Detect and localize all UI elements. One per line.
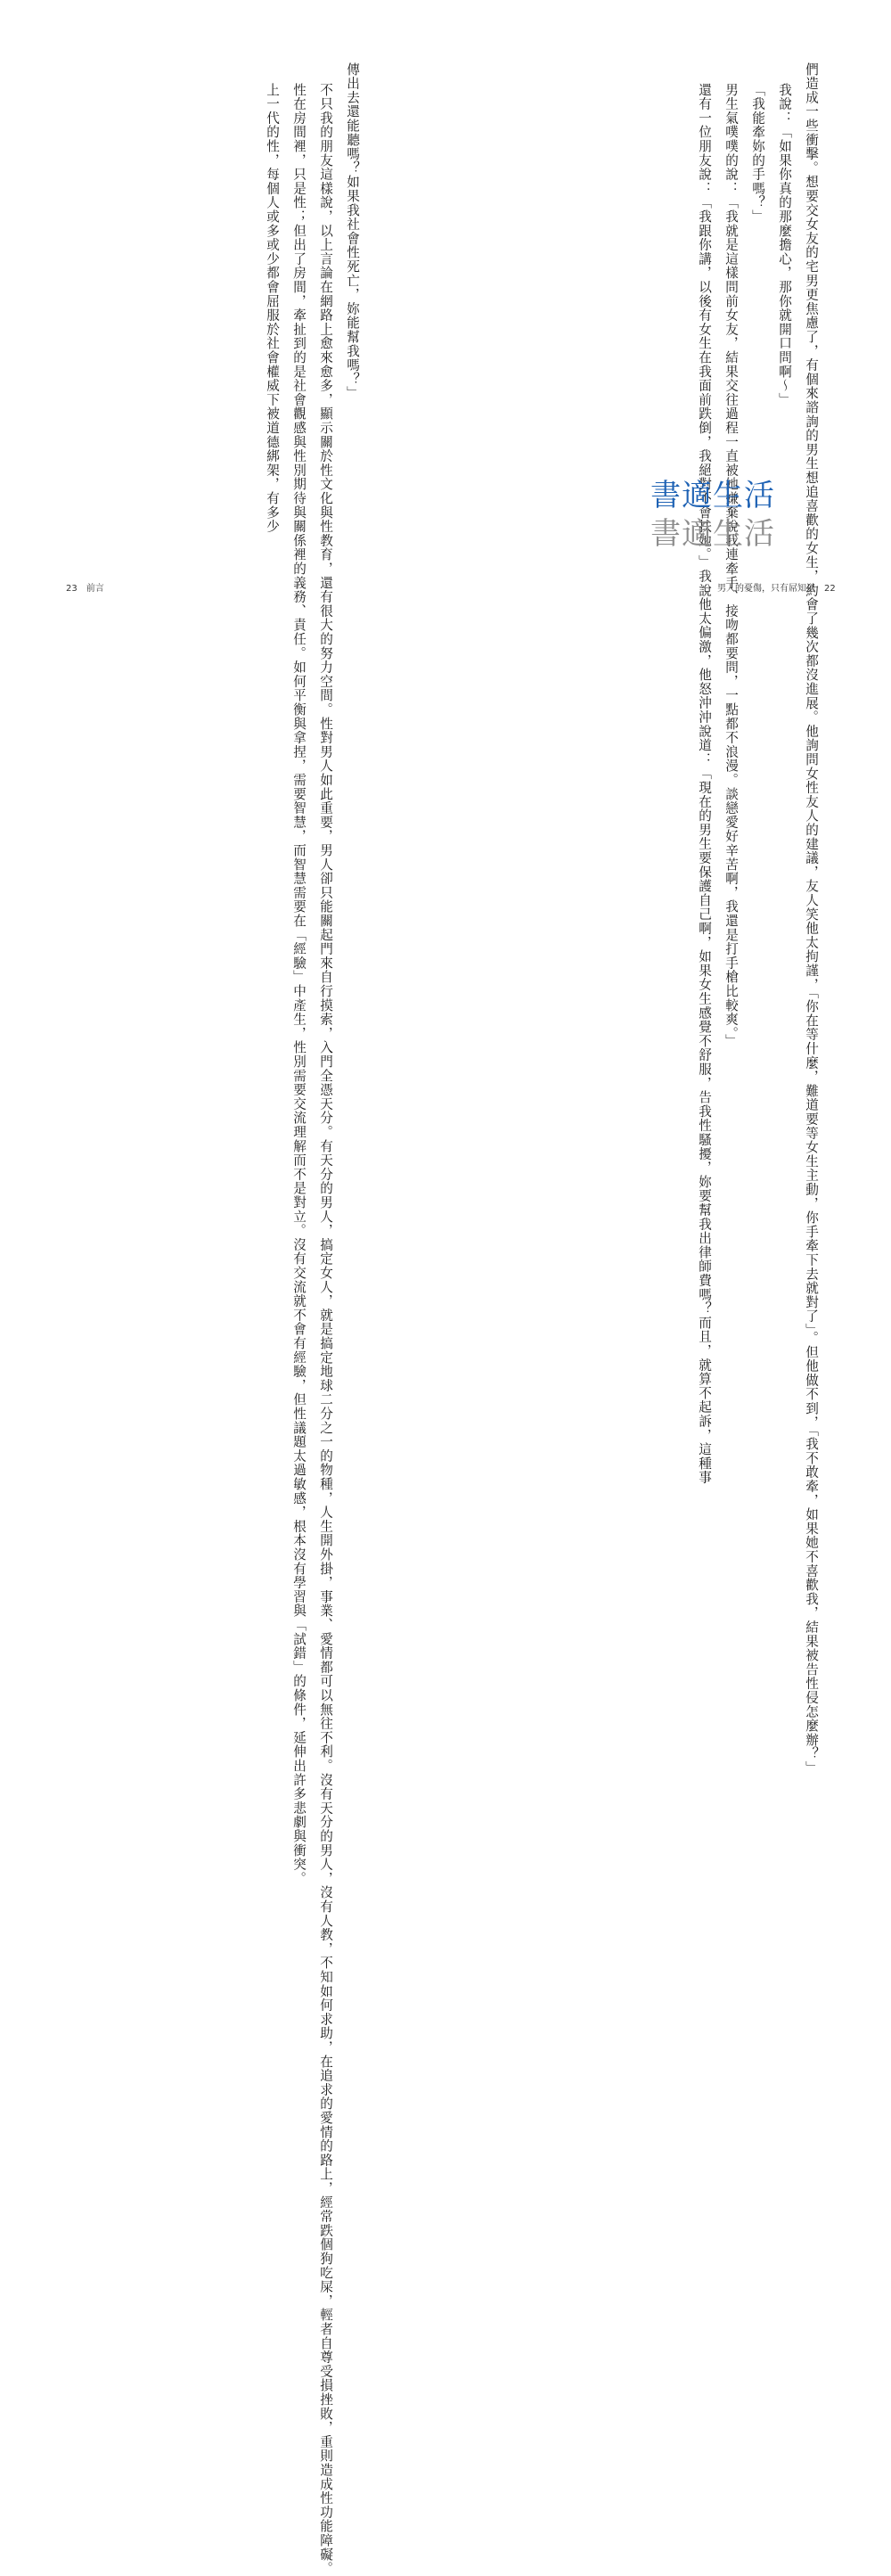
watermark-blue: 書適生活 <box>650 478 775 513</box>
paragraph: 上一代的性，每個人或多或少都會屈服於社會權威下被道德綁架，有多少 <box>265 83 280 534</box>
paragraph: 「我能牽妳的手嗎？」 <box>750 83 765 225</box>
watermark-gray: 書適生活 <box>650 516 775 552</box>
page-number: 22 <box>824 584 836 594</box>
page-number: 23 <box>66 584 78 594</box>
paragraph: 男生氣噗噗的說：「我就是這樣問前女友，結果交往過程一直被她嫌棄說我連牽手、接吻都要問，一點都不浪漫。談戀愛好辛苦啊，我還是打手槍比較爽。」 <box>723 83 739 1049</box>
paragraph: 還有一位朋友說：「我跟你講，以後有女生在我面前跌倒，我絕對不會扶她。」我說他太偏激，他怒沖沖說道：「現在的男生要保護自己啊，如果女生感覺不舒服，告我性騷擾，妳要幫我出律師費嗎？而且，就算不起訴，這種事 <box>697 83 712 1486</box>
section-title: 前言 <box>86 584 104 594</box>
paragraph: 性在房間裡，只是性；但出了房間，牽扯到的是社會觀感與性別期待與關係裡的義務、責任。如何平衡與拿捏，需要智慧，而智慧需要在「經驗」中產生，性別需要交流理解而不是對立。沒有交流就不會有經驗，但性議題太過敏感，根本沒有學習與「試錯」的條件，延伸出許多悲劇與衝突。 <box>291 83 307 1886</box>
left-page-folio <box>66 580 113 594</box>
right-page-folio <box>717 580 836 594</box>
paragraph: 們造成一些衝擊。想要交女友的宅男更焦慮了，有個來諮詢的男生想追喜歡的女生，約會了幾次都沒進展。他詢問女性友人的建議，友人笑他太拘謹，「你在等什麼，難道要等女生主動，你手牽下去就對了」。但他做不到，「我不敢牽，如果她不喜歡我，結果被告性侵怎麼辦？」 <box>804 62 819 1776</box>
book-title: 男人的憂傷，只有屌知道 <box>717 584 815 594</box>
paragraph: 我說：「如果你真的那麼擔心，那你就開口問啊～」 <box>777 83 792 407</box>
paragraph: 傳出去還能聽嗎？如果我社會性死亡，妳能幫我嗎？」 <box>345 62 360 401</box>
paragraph: 不只我的朋友這樣說，以上言論在網路上愈來愈多，顯示關於性文化與性教育，還有很大的努力空間。性對男人如此重要，男人卻只能關起門來自行摸索，入門全憑天分。有天分的男人，搞定女人，就是搞定地球二分之一的物種，人生開外掛，事業、愛情都可以無往不利。沒有天分的男人，沒有人教，不知如何求助，在追求的愛情的路上，經常跌個狗吃屎，輕者自尊受損挫敗，重則造成性功能障礙。 <box>318 83 333 2576</box>
